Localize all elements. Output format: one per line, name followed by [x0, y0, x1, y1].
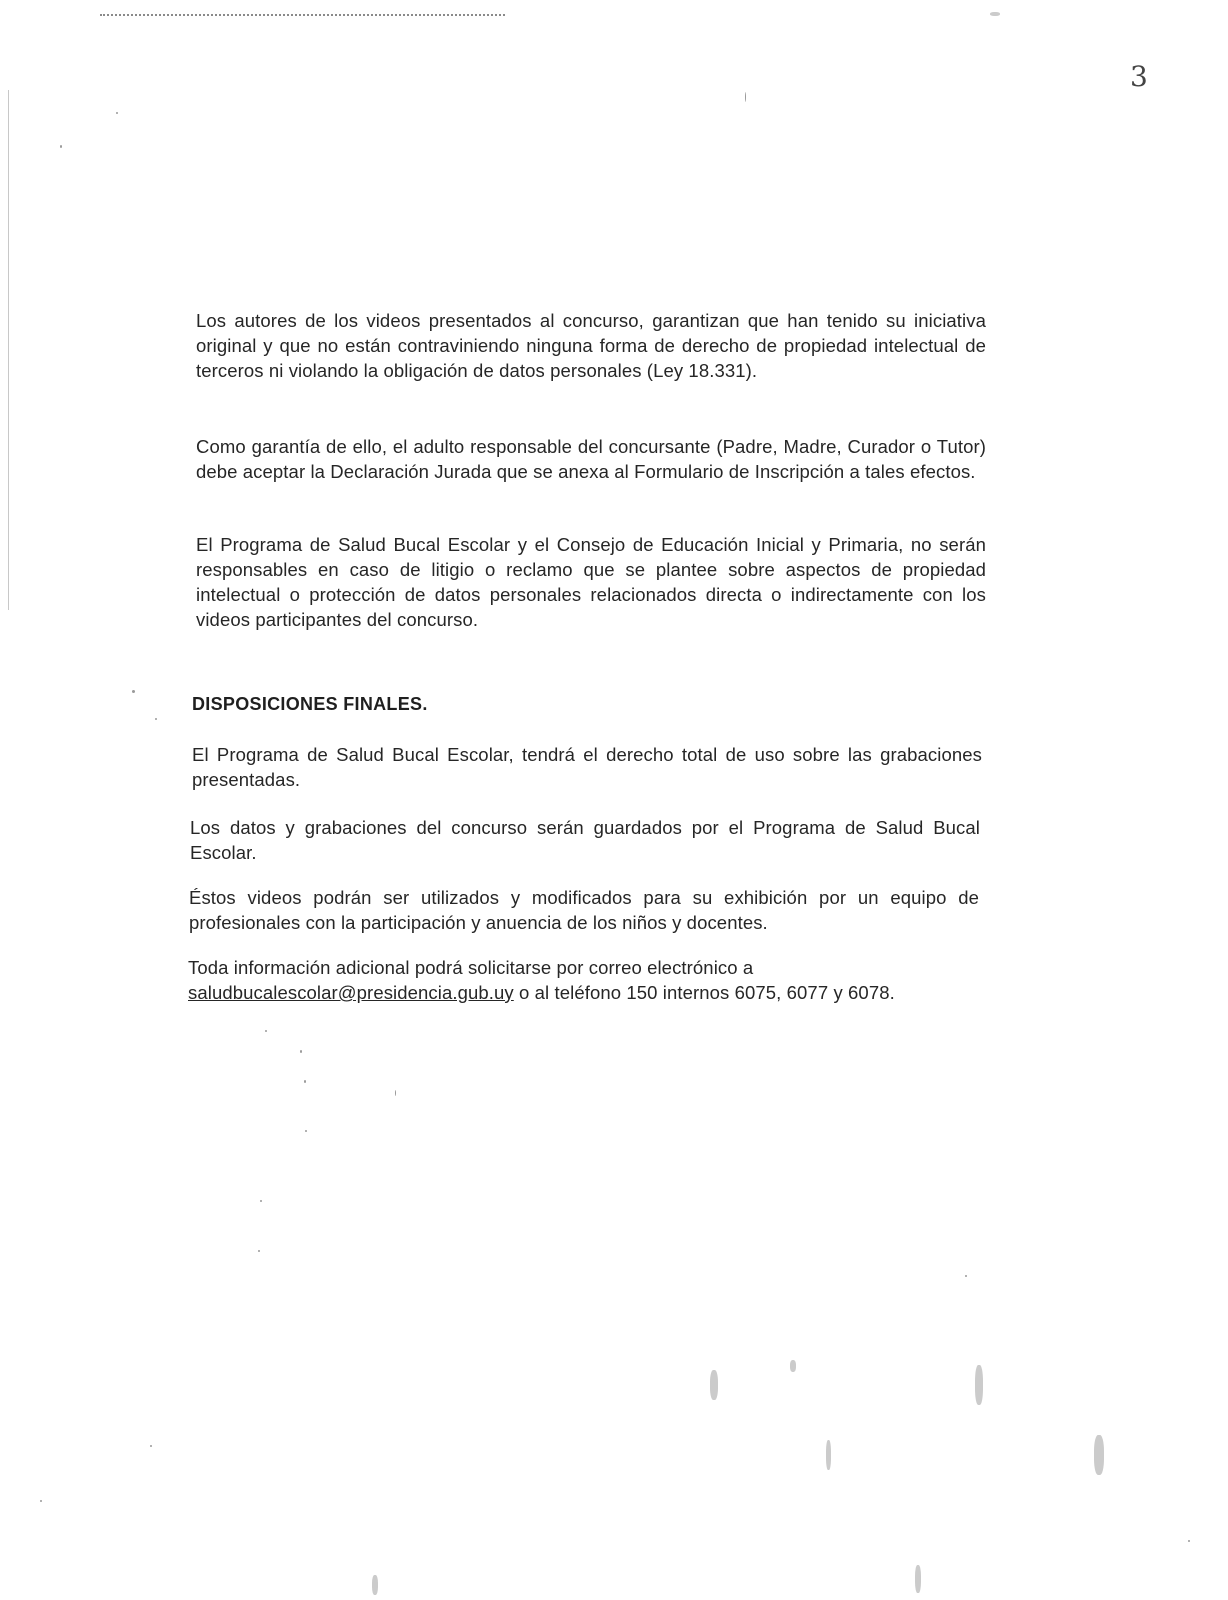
paragraph-guarantee-declaration: Como garantía de ello, el adulto responsable del concursante (Padre, Madre, Curador o Tutor) debe aceptar la Declaración Jurada que se anexa al Formulario de Inscripción a tales efectos. [196, 436, 986, 482]
scan-speck [60, 145, 62, 148]
section-heading-final-provisions: DISPOSICIONES FINALES. [192, 694, 428, 714]
scan-speck [1188, 1540, 1190, 1542]
scan-smudge [915, 1565, 921, 1593]
scan-smudge [975, 1365, 983, 1405]
scan-smudge [710, 1370, 718, 1400]
paragraph-liability: El Programa de Salud Bucal Escolar y el Consejo de Educación Inicial y Primaria, no serán responsables en caso de litigio o reclamo que se plantee sobre aspectos de propiedad intelectual o protección de datos personales relacionados directa o indirectamente con los videos participantes del concurso. [196, 534, 986, 630]
contact-row [188, 980, 978, 1005]
scan-speck [305, 1130, 307, 1132]
paragraph-usage-rights: El Programa de Salud Bucal Escolar, tendrá el derecho total de uso sobre las grabaciones presentadas. [192, 744, 982, 790]
paragraph-contact [188, 955, 978, 1005]
scan-speck [300, 1050, 302, 1053]
scan-speck [304, 1080, 306, 1083]
scan-speck [150, 1445, 152, 1447]
scan-smudge [990, 12, 1000, 16]
scan-speck [260, 1200, 262, 1202]
scan-edge-line [8, 90, 9, 610]
paragraph-data-storage: Los datos y grabaciones del concurso serán guardados por el Programa de Salud Bucal Escolar. [190, 817, 980, 863]
scan-speck [395, 1090, 396, 1096]
scan-speck [155, 718, 157, 720]
scan-speck [132, 690, 135, 693]
contact-phone-text: o al teléfono 150 internos 6075, 6077 y 6078. [513, 982, 895, 1003]
paragraph-authors-guarantee: Los autores de los videos presentados al concurso, garantizan que han tenido su iniciativa original y que no están contraviniendo ninguna forma de derecho de propiedad intelectual de terceros ni violando la obligación de datos personales (Ley 18.331). [196, 310, 986, 381]
scan-speck [745, 92, 746, 102]
scan-speck [116, 112, 118, 114]
contact-email-link[interactable]: saludbucalescolar@presidencia.gub.uy [188, 982, 514, 1003]
page-number: 3 [1130, 60, 1148, 93]
scan-smudge [826, 1440, 831, 1470]
scan-speck [965, 1275, 967, 1277]
scan-smudge [790, 1360, 796, 1372]
scan-smudge [1094, 1435, 1104, 1475]
scan-smudge [372, 1575, 378, 1595]
scan-speck [40, 1500, 42, 1502]
contact-lead: Toda información adicional podrá solicitarse por correo electrónico a [188, 957, 754, 978]
top-dotted-line [100, 14, 505, 16]
paragraph-video-usage: Éstos videos podrán ser utilizados y modificados para su exhibición por un equipo de profesionales con la participación y anuencia de los niños y docentes. [189, 887, 979, 933]
scan-speck [265, 1030, 267, 1032]
scan-speck [258, 1250, 260, 1252]
